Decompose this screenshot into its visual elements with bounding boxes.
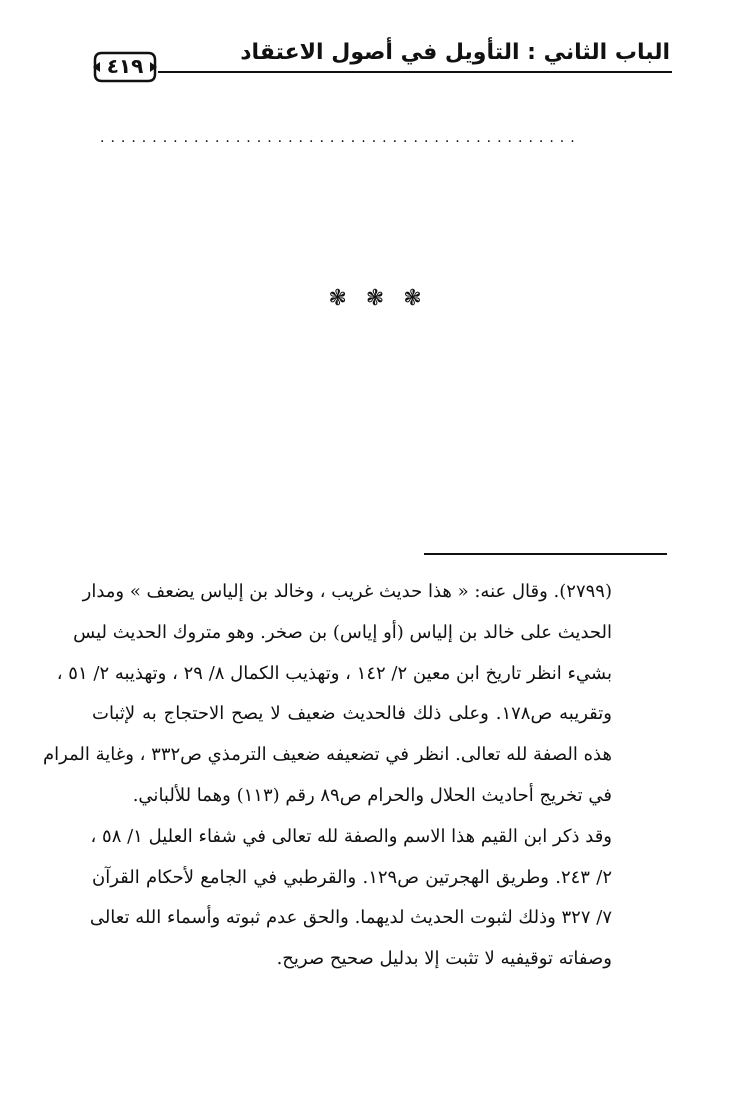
page-number-badge: [92, 50, 158, 84]
footnote-line: الحديث على خالد بن إلياس (أو إياس) بن صخر. وهو متروك الحديث ليس: [73, 621, 612, 643]
footnote-separator: [424, 553, 667, 555]
header-rule: [158, 71, 672, 73]
footnote-line: (٢٧٩٩). وقال عنه: « هذا حديث غريب ، وخالد بن إلياس يضعف » ومدار: [82, 581, 612, 602]
footnote-line: بشيء انظر تاريخ ابن معين ٢/ ١٤٢ ، وتهذيب الكمال ٨/ ٢٩ ، وتهذيبه ٢/ ٥١ ،: [56, 662, 612, 684]
footnote-line: في تخريج أحاديث الحلال والحرام ص٨٩ رقم (١١٣) وهما للألباني.: [132, 784, 612, 806]
footnote-line: وقد ذكر ابن القيم هذا الاسم والصفة لله تعالى في شفاء العليل ١/ ٥٨ ،: [90, 825, 612, 847]
footnotes-block: [42, 572, 612, 980]
footnote-line: ٧/ ٣٢٧ وذلك لثبوت الحديث لديهما. والحق عدم ثبوته وأسماء الله تعالى: [89, 907, 612, 929]
chapter-title: الباب الثاني : التأويل في أصول الاعتقاد: [240, 40, 670, 65]
footnote-line: وتقريبه ص١٧٨. وعلى ذلك فالحديث ضعيف لا يصح الاحتجاج به لإثبات: [92, 703, 612, 725]
asterism-divider: ❃ ❃ ❃: [328, 286, 422, 311]
footnote-line: وصفاته توقيفيه لا تثبت إلا بدليل صحيح صريح.: [276, 948, 612, 970]
footnote-line: هذه الصفة لله تعالى. انظر في تضعيفه ضعيف الترمذي ص٣٣٢ ، وغاية المرام: [42, 744, 612, 766]
running-header: [92, 38, 672, 84]
dotted-separator: ..............................................: [100, 130, 581, 146]
page-number: ٤١٩: [106, 54, 144, 78]
footnote-line: ٢/ ٢٤٣. وطريق الهجرتين ص١٢٩. والقرطبي في الجامع لأحكام القرآن: [92, 866, 612, 888]
